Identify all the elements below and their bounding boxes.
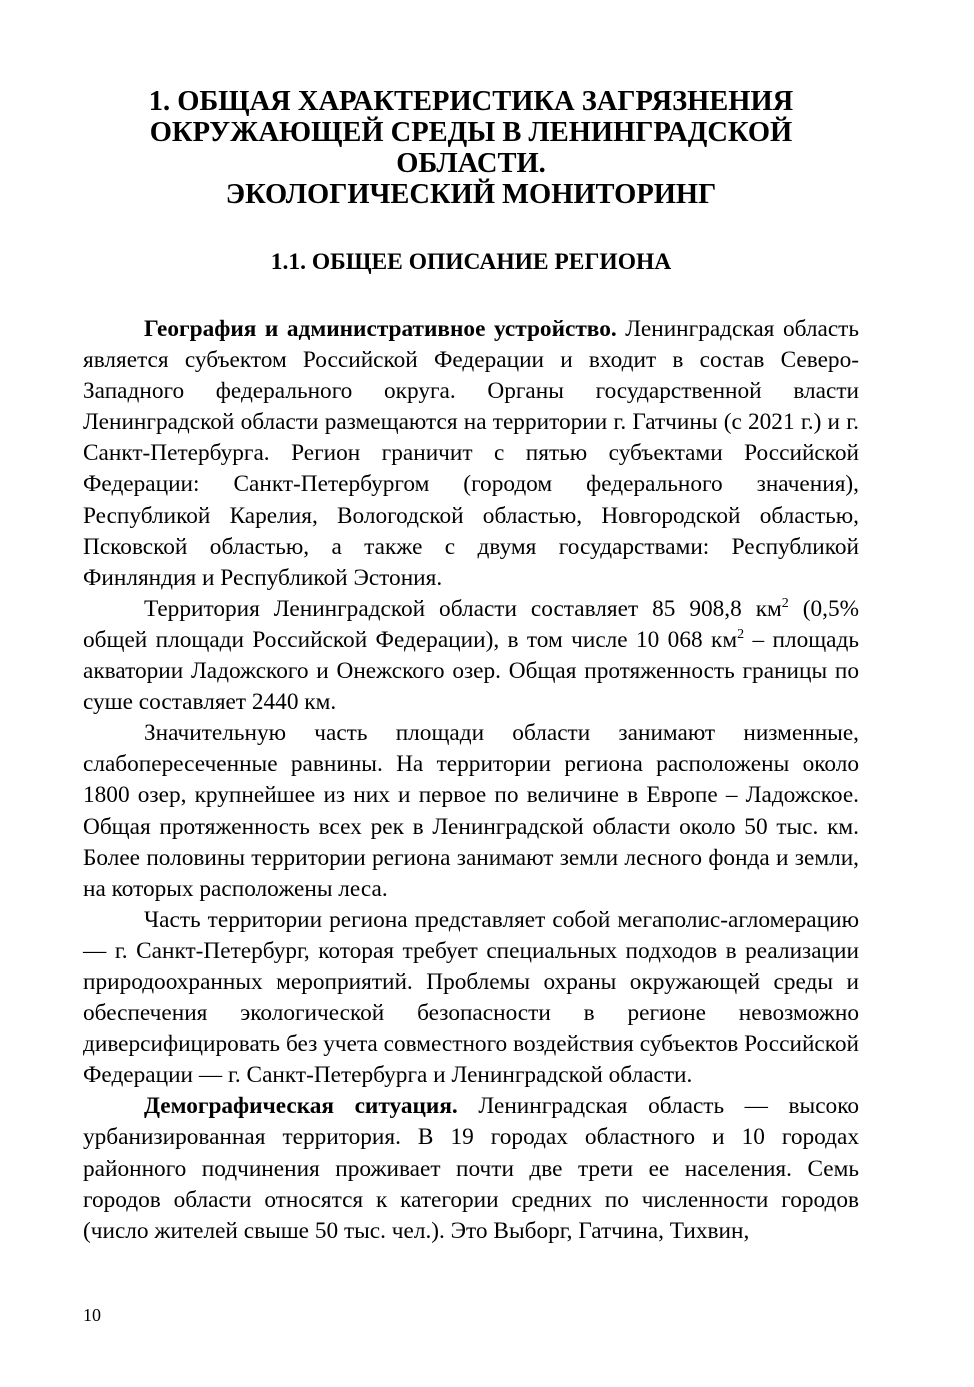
- chapter-title-line-1: 1. ОБЩАЯ ХАРАКТЕРИСТИКА ЗАГРЯЗНЕНИЯ: [148, 86, 794, 117]
- document-page: [83, 86, 859, 1247]
- chapter-title-line-4: ЭКОЛОГИЧЕСКИЙ МОНИТОРИНГ: [225, 179, 717, 210]
- paragraph-territory-part-2: (0,5% общей площади Российской Федерации), в том числе 10 068 км: [83, 595, 859, 653]
- paragraph-relief: Значительную часть площади области занимают низменные, слабопересеченные равнины. На территории региона расположены около 1800 озер, крупнейшее из них и первое по величине в Европе – Ладожское. Общая протяженность всех рек в Ленинградской области около 50 тыс. км. Более половины территории региона занимают земли лесного фонда и земли, на которых расположены леса.: [83, 720, 859, 902]
- chapter-title: [83, 86, 859, 210]
- paragraph-geography-text: Ленинградская область является субъектом Российской Федерации и входит в состав Северо-Западного федерального округа. Органы государственной власти Ленинградской области размещаются на территории г. Гатчины (с 2021 г.) и г. Санкт-Петербурга. Регион граничит с пятью субъектами Российской Федерации: Санкт-Петербургом (городом федерального значения), Республикой Карелия, Вологодской областью, Новгородской областью, Псковской областью, а также с двумя государствами: Республикой Финляндия и Республикой Эстония.: [83, 316, 859, 591]
- paragraph-geography: [83, 314, 859, 594]
- paragraph-demography-lead: Демографическая ситуация.: [144, 1093, 458, 1120]
- paragraph-territory: [83, 594, 859, 718]
- chapter-title-line-3: ОБЛАСТИ.: [396, 148, 546, 179]
- paragraph-demography: [83, 1091, 859, 1246]
- paragraph-demography-text: Ленинградская область — высоко урбанизированная территория. В 19 городах областного и 10 городах районного подчинения проживает почти две трети ее населения. Семь городов области относятся к категории средних по численности городов (число жителей свыше 50 тыс. чел.). Это Выборг, Гатчина, Тихвин,: [83, 1093, 859, 1244]
- superscript-square-1: 2: [781, 596, 789, 612]
- paragraph-territory-part-1: Территория Ленинградской области составляет 85 908,8 км: [144, 595, 782, 622]
- section-title: 1.1. ОБЩЕЕ ОПИСАНИЕ РЕГИОНА: [270, 249, 672, 275]
- paragraph-territory-part-3: – площадь акватории Ладожского и Онежского озер. Общая протяженность границы по суше составляет 2440 км.: [83, 626, 859, 716]
- paragraph-agglomeration: Часть территории региона представляет собой мегаполис-агломерацию — г. Санкт-Петербург, которая требует специальных подходов в реализации природоохранных мероприятий. Проблемы охраны окружающей среды и обеспечения экологической безопасности в регионе невозможно диверсифицировать без учета совместного воздействия субъектов Российской Федерации — г. Санкт-Петербурга и Ленинградской области.: [83, 906, 859, 1089]
- body-text: [83, 314, 859, 1247]
- chapter-title-line-2: ОКРУЖАЮЩЕЙ СРЕДЫ В ЛЕНИНГРАДСКОЙ: [149, 117, 793, 148]
- paragraph-geography-lead: География и административное устройство.: [144, 316, 617, 342]
- superscript-square-2: 2: [737, 627, 745, 643]
- page-number: 10: [83, 1305, 101, 1325]
